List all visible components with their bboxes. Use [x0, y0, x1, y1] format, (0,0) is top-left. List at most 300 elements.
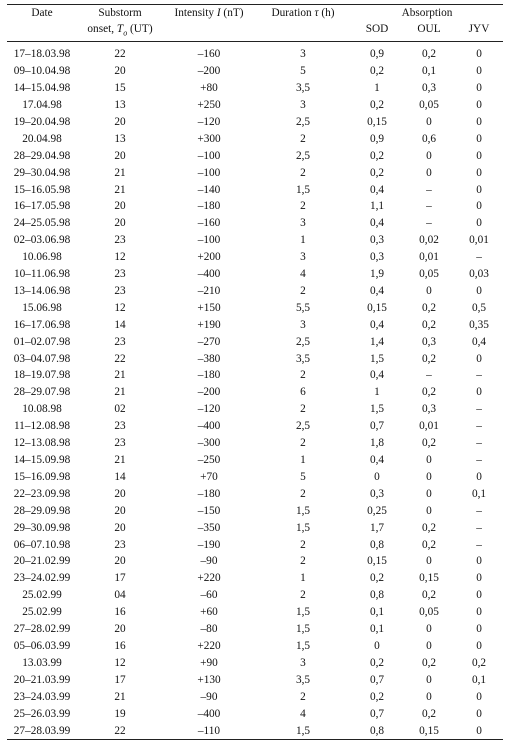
jyv-cell: –	[476, 251, 482, 264]
sod-cell: 0,2	[369, 656, 385, 669]
oul-cell: 0,05	[419, 268, 439, 281]
date-cell: 15.06.98	[22, 301, 62, 314]
date-cell: 16–17.05.98	[13, 200, 71, 213]
intensity-cell: –180	[197, 200, 221, 213]
oul-cell: 0,15	[419, 724, 439, 737]
intensity-cell: –100	[197, 166, 221, 179]
table-row	[7, 706, 503, 723]
onset-cell: 16	[114, 639, 126, 652]
table-row	[7, 604, 503, 621]
intensity-cell: –270	[197, 335, 221, 348]
jyv-cell: 0	[476, 183, 482, 196]
onset-cell: 23	[114, 420, 126, 433]
duration-cell: 2,5	[295, 420, 311, 433]
onset-cell: 21	[114, 166, 126, 179]
onset-cell: 21	[114, 454, 126, 466]
date-cell: 27–28.02.99	[13, 623, 71, 636]
oul-cell: 0	[426, 690, 432, 703]
onset-cell: 13	[114, 132, 126, 145]
sod-cell: 0,7	[369, 707, 385, 720]
date-cell: 28–29.07.98	[13, 386, 71, 399]
oul-cell: 0,2	[421, 521, 437, 534]
intensity-cell: –140	[197, 183, 221, 196]
duration-cell: 3	[300, 48, 306, 61]
sod-cell: 0	[374, 639, 380, 652]
duration-cell: 4	[300, 707, 306, 720]
table-row	[7, 42, 503, 63]
sod-cell: 1,5	[369, 403, 385, 416]
date-cell: 13.03.99	[22, 656, 62, 669]
oul-cell: 0,2	[421, 386, 437, 399]
intensity-cell: –160	[197, 48, 221, 61]
onset-cell: 20	[114, 200, 126, 213]
table-row	[7, 621, 503, 638]
date-cell: 28–29.09.98	[13, 504, 71, 517]
date-cell: 10.06.98	[22, 251, 62, 264]
sod-cell: 0,2	[369, 98, 385, 111]
onset-cell: 14	[114, 470, 126, 483]
table-row	[7, 520, 503, 537]
jyv-cell: 0,1	[471, 487, 487, 500]
jyv-cell: –	[476, 454, 482, 466]
duration-cell: 2	[300, 132, 306, 145]
duration-cell: 2	[300, 284, 306, 297]
oul-cell: 0,01	[419, 420, 439, 433]
duration-cell: 1,5	[295, 639, 311, 652]
duration-cell: 2	[300, 437, 306, 450]
jyv-cell: 0	[476, 284, 482, 297]
date-cell: 23–24.02.99	[13, 572, 71, 585]
duration-cell: 3	[300, 251, 306, 264]
onset-cell: 17	[114, 572, 126, 585]
date-cell: 10.08.98	[22, 403, 62, 416]
jyv-cell: 0	[476, 724, 482, 737]
header-substorm: Substorm	[98, 7, 142, 19]
onset-cell: 21	[114, 183, 126, 196]
intensity-cell: +200	[197, 251, 221, 264]
jyv-cell: 0,35	[469, 318, 489, 331]
intensity-cell: –300	[197, 437, 221, 450]
onset-cell: 16	[114, 606, 126, 619]
jyv-cell: 0	[476, 98, 482, 111]
date-cell: 13–14.06.98	[13, 284, 71, 297]
oul-cell: 0	[426, 673, 432, 686]
table-row	[7, 334, 503, 351]
sod-cell: 0,7	[369, 420, 385, 433]
onset-cell: 23	[114, 538, 126, 551]
oul-cell: –	[426, 200, 432, 213]
table-row	[7, 198, 503, 215]
sod-cell: 0,4	[369, 454, 385, 466]
oul-cell: 0,05	[419, 606, 439, 619]
date-cell: 03–04.07.98	[13, 352, 71, 365]
jyv-cell: 0	[476, 132, 482, 145]
date-cell: 15–16.09.98	[13, 470, 71, 483]
duration-cell: 4	[300, 268, 306, 281]
sod-cell: 0,2	[369, 572, 385, 585]
intensity-cell: –400	[197, 707, 221, 720]
jyv-cell: 0	[476, 82, 482, 95]
oul-cell: 0,2	[421, 589, 437, 602]
onset-cell: 13	[114, 98, 126, 111]
duration-cell: 1,5	[295, 504, 311, 517]
oul-cell: 0,2	[421, 656, 437, 669]
onset-cell: 17	[114, 673, 126, 686]
table-row	[7, 469, 503, 486]
table-row	[7, 283, 503, 300]
date-cell: 16–17.06.98	[13, 318, 71, 331]
sod-cell: 0,15	[367, 115, 387, 128]
table-row	[7, 486, 503, 503]
intensity-cell: –380	[197, 352, 221, 365]
oul-cell: 0	[426, 284, 432, 297]
duration-cell: 2	[300, 538, 306, 551]
table-row	[7, 215, 503, 232]
oul-cell: 0,2	[421, 318, 437, 331]
oul-cell: 0,6	[421, 132, 437, 145]
jyv-cell: –	[476, 403, 482, 416]
jyv-cell: –	[476, 504, 482, 517]
date-cell: 15–16.05.98	[13, 183, 71, 196]
duration-cell: 5	[300, 65, 306, 78]
duration-cell: 2	[300, 589, 306, 602]
date-cell: 20–21.02.99	[13, 555, 71, 568]
intensity-cell: –120	[197, 403, 221, 416]
intensity-cell: –100	[197, 234, 221, 247]
duration-cell: 2,5	[295, 149, 311, 162]
onset-cell: 19	[114, 707, 126, 720]
intensity-cell: –400	[197, 268, 221, 281]
table-row	[7, 553, 503, 570]
intensity-cell: –190	[197, 538, 221, 551]
duration-cell: 2	[300, 487, 306, 500]
duration-cell: 1	[300, 454, 306, 466]
onset-cell: 23	[114, 234, 126, 247]
onset-cell: 22	[114, 724, 126, 737]
intensity-cell: –110	[197, 724, 221, 737]
jyv-cell: 0,01	[469, 234, 489, 247]
table-row	[7, 435, 503, 452]
oul-cell: 0,3	[421, 403, 437, 416]
duration-cell: 2	[300, 166, 306, 179]
intensity-cell: –180	[197, 487, 221, 500]
duration-cell: 5,5	[295, 301, 311, 314]
intensity-cell: +190	[197, 318, 221, 331]
date-cell: 17–18.03.98	[13, 48, 71, 61]
intensity-cell: –210	[197, 284, 221, 297]
duration-cell: 2,5	[295, 335, 311, 348]
onset-cell: 21	[114, 369, 126, 382]
jyv-cell: 0,03	[469, 268, 489, 281]
onset-cell: 12	[114, 656, 126, 669]
date-cell: 20–21.03.99	[13, 673, 71, 686]
intensity-cell: –60	[200, 589, 218, 602]
header-jyv: JYV	[468, 23, 490, 35]
jyv-cell: –	[476, 420, 482, 433]
onset-cell: 20	[114, 115, 126, 128]
onset-cell: 23	[114, 268, 126, 281]
intensity-cell: +70	[200, 470, 218, 483]
table-row	[7, 351, 503, 368]
intensity-cell: –100	[197, 149, 221, 162]
oul-cell: 0,1	[421, 65, 437, 78]
header-intensity: Intensity I (nT)	[174, 7, 244, 19]
oul-cell: 0,05	[419, 98, 439, 111]
intensity-cell: +80	[200, 82, 218, 95]
jyv-cell: 0	[476, 217, 482, 230]
sod-cell: 1,5	[369, 352, 385, 365]
sod-cell: 0,1	[369, 606, 385, 619]
intensity-cell: –80	[200, 623, 218, 636]
intensity-cell: –90	[200, 555, 218, 568]
oul-cell: 0	[426, 470, 432, 483]
header-sod: SOD	[365, 23, 389, 35]
sod-cell: 0,9	[369, 132, 385, 145]
oul-cell: 0	[426, 623, 432, 636]
oul-cell: –	[426, 183, 432, 196]
date-cell: 28–29.04.98	[13, 149, 71, 162]
intensity-cell: +300	[197, 132, 221, 145]
date-cell: 19–20.04.98	[13, 115, 71, 128]
jyv-cell: 0	[476, 707, 482, 720]
jyv-cell: 0	[476, 470, 482, 483]
jyv-cell: 0	[476, 690, 482, 703]
duration-cell: 2	[300, 403, 306, 416]
sod-cell: 0,2	[369, 149, 385, 162]
sod-cell: 0,15	[367, 555, 387, 568]
jyv-cell: 0	[476, 639, 482, 652]
date-cell: 29–30.04.98	[13, 166, 71, 179]
intensity-cell: +150	[197, 301, 221, 314]
intensity-cell: –120	[197, 115, 221, 128]
oul-cell: 0	[426, 149, 432, 162]
duration-cell: 3,5	[295, 82, 311, 95]
sod-cell: 0,2	[369, 166, 385, 179]
duration-cell: 2	[300, 555, 306, 568]
jyv-cell: 0	[476, 572, 482, 585]
date-cell: 10–11.06.98	[13, 268, 71, 281]
date-cell: 17.04.98	[22, 98, 62, 111]
header-substorm-onset: onset, $T_o$ (UT)	[87, 23, 153, 38]
duration-cell: 1,5	[295, 623, 311, 636]
oul-cell: 0,2	[421, 707, 437, 720]
onset-cell: 21	[114, 386, 126, 399]
jyv-cell: –	[476, 521, 482, 534]
jyv-cell: 0	[476, 555, 482, 568]
intensity-cell: –350	[197, 521, 221, 534]
table-row	[7, 131, 503, 148]
date-cell: 05–06.03.99	[13, 639, 71, 652]
table-row	[7, 418, 503, 435]
oul-cell: 0	[426, 639, 432, 652]
table-row	[7, 537, 503, 554]
table-row	[7, 80, 503, 97]
jyv-cell: 0	[476, 48, 482, 61]
jyv-cell: 0,4	[471, 335, 487, 348]
sod-cell: 0,2	[369, 65, 385, 78]
duration-cell: 1,5	[295, 724, 311, 737]
table-row	[7, 266, 503, 283]
duration-cell: 6	[300, 386, 306, 399]
oul-cell: –	[426, 369, 432, 382]
date-cell: 23–24.03.99	[13, 690, 71, 703]
duration-cell: 3	[300, 318, 306, 331]
date-cell: 14–15.04.98	[13, 82, 71, 95]
header-date: Date	[31, 7, 53, 19]
table-row	[7, 317, 503, 334]
table-row	[7, 165, 503, 182]
date-cell: 20.04.98	[22, 132, 62, 145]
table-row	[7, 503, 503, 520]
sod-cell: 0	[374, 470, 380, 483]
intensity-cell: –400	[197, 420, 221, 433]
intensity-cell: –180	[197, 369, 221, 382]
sod-cell: 0,8	[369, 589, 385, 602]
sod-cell: 1	[374, 386, 380, 399]
table-row	[7, 63, 503, 80]
sod-cell: 1,8	[369, 437, 385, 450]
sod-cell: 0,8	[369, 538, 385, 551]
sod-cell: 0,4	[369, 183, 385, 196]
oul-cell: 0,2	[421, 352, 437, 365]
table-row	[7, 689, 503, 706]
table-row	[7, 401, 503, 418]
oul-cell: 0,2	[421, 538, 437, 551]
onset-cell: 20	[114, 487, 126, 500]
jyv-cell: 0	[476, 352, 482, 365]
onset-cell: 23	[114, 284, 126, 297]
jyv-cell: 0	[476, 200, 482, 213]
oul-cell: 0,02	[419, 234, 439, 247]
onset-cell: 15	[114, 82, 126, 95]
intensity-cell: –200	[197, 386, 221, 399]
oul-cell: 0,01	[419, 251, 439, 264]
onset-cell: 14	[114, 318, 126, 331]
intensity-cell: +220	[197, 639, 221, 652]
jyv-cell: 0,5	[471, 301, 487, 314]
onset-cell: 02	[114, 403, 126, 416]
header-oul: OUL	[417, 23, 441, 35]
onset-cell: 23	[114, 335, 126, 348]
sod-cell: 1	[374, 82, 380, 95]
date-cell: 09–10.04.98	[13, 65, 71, 78]
sod-cell: 0,4	[369, 217, 385, 230]
duration-cell: 2	[300, 200, 306, 213]
onset-cell: 20	[114, 217, 126, 230]
oul-cell: 0	[426, 555, 432, 568]
table-row	[7, 672, 503, 689]
onset-cell: 22	[114, 352, 126, 365]
table-header	[7, 5, 503, 42]
intensity-cell: –200	[197, 65, 221, 78]
intensity-cell: +90	[200, 656, 218, 669]
onset-cell: 04	[114, 589, 126, 602]
duration-cell: 3	[300, 656, 306, 669]
onset-cell: 22	[114, 48, 126, 61]
intensity-cell: –150	[197, 504, 221, 517]
sod-cell: 1,4	[369, 335, 385, 348]
intensity-cell: +60	[200, 606, 218, 619]
intensity-cell: +250	[197, 98, 221, 111]
oul-cell: 0,2	[421, 437, 437, 450]
jyv-cell: 0	[476, 115, 482, 128]
duration-cell: 1,5	[295, 521, 311, 534]
intensity-cell: +220	[197, 572, 221, 585]
sod-cell: 0,8	[369, 724, 385, 737]
intensity-cell: –250	[197, 454, 221, 466]
table-row	[7, 182, 503, 199]
onset-cell: 21	[114, 690, 126, 703]
duration-cell: 3,5	[295, 352, 311, 365]
sod-cell: 0,7	[369, 673, 385, 686]
date-cell: 12–13.08.98	[13, 437, 71, 450]
duration-cell: 3,5	[295, 673, 311, 686]
sod-cell: 0,2	[369, 690, 385, 703]
oul-cell: 0	[426, 504, 432, 517]
sod-cell: 0,1	[369, 623, 385, 636]
table-row	[7, 655, 503, 672]
table-row	[7, 638, 503, 655]
jyv-cell: –	[476, 538, 482, 551]
jyv-cell: 0	[476, 589, 482, 602]
intensity-cell: +130	[197, 673, 221, 686]
jyv-cell: 0	[476, 65, 482, 78]
intensity-cell: –160	[197, 217, 221, 230]
substorm-absorption-table	[7, 4, 503, 740]
duration-cell: 1,5	[295, 183, 311, 196]
jyv-cell: 0	[476, 386, 482, 399]
jyv-cell: –	[476, 437, 482, 450]
duration-cell: 5	[300, 470, 306, 483]
sod-cell: 1,7	[369, 521, 385, 534]
table-row	[7, 300, 503, 317]
duration-cell: 2,5	[295, 115, 311, 128]
oul-cell: 0	[426, 487, 432, 500]
oul-cell: 0	[426, 115, 432, 128]
jyv-cell: –	[476, 369, 482, 382]
sod-cell: 0,9	[369, 48, 385, 61]
sod-cell: 0,25	[367, 504, 387, 517]
date-cell: 14–15.09.98	[13, 454, 71, 466]
jyv-cell: 0,1	[471, 673, 487, 686]
sod-cell: 0,3	[369, 234, 385, 247]
date-cell: 02–03.06.98	[13, 234, 71, 247]
duration-cell: 3	[300, 98, 306, 111]
date-cell: 29–30.09.98	[13, 521, 71, 534]
onset-cell: 23	[114, 437, 126, 450]
oul-cell: 0,3	[421, 82, 437, 95]
duration-cell: 2	[300, 690, 306, 703]
oul-cell: 0	[426, 166, 432, 179]
onset-cell: 20	[114, 623, 126, 636]
date-cell: 18–19.07.98	[13, 369, 71, 382]
oul-cell: 0,15	[419, 572, 439, 585]
oul-cell: –	[426, 217, 432, 230]
header-duration: Duration τ (h)	[271, 7, 335, 19]
date-cell: 11–12.08.98	[13, 420, 71, 433]
table-row	[7, 232, 503, 249]
jyv-cell: 0	[476, 166, 482, 179]
date-cell: 25.02.99	[22, 606, 62, 619]
sod-cell: 1,1	[369, 200, 385, 213]
duration-cell: 1	[300, 234, 306, 247]
sod-cell: 1,9	[369, 268, 385, 281]
table-row	[7, 723, 503, 740]
table-row	[7, 249, 503, 266]
table-row	[7, 570, 503, 587]
table-row	[7, 148, 503, 165]
duration-cell: 1	[300, 572, 306, 585]
